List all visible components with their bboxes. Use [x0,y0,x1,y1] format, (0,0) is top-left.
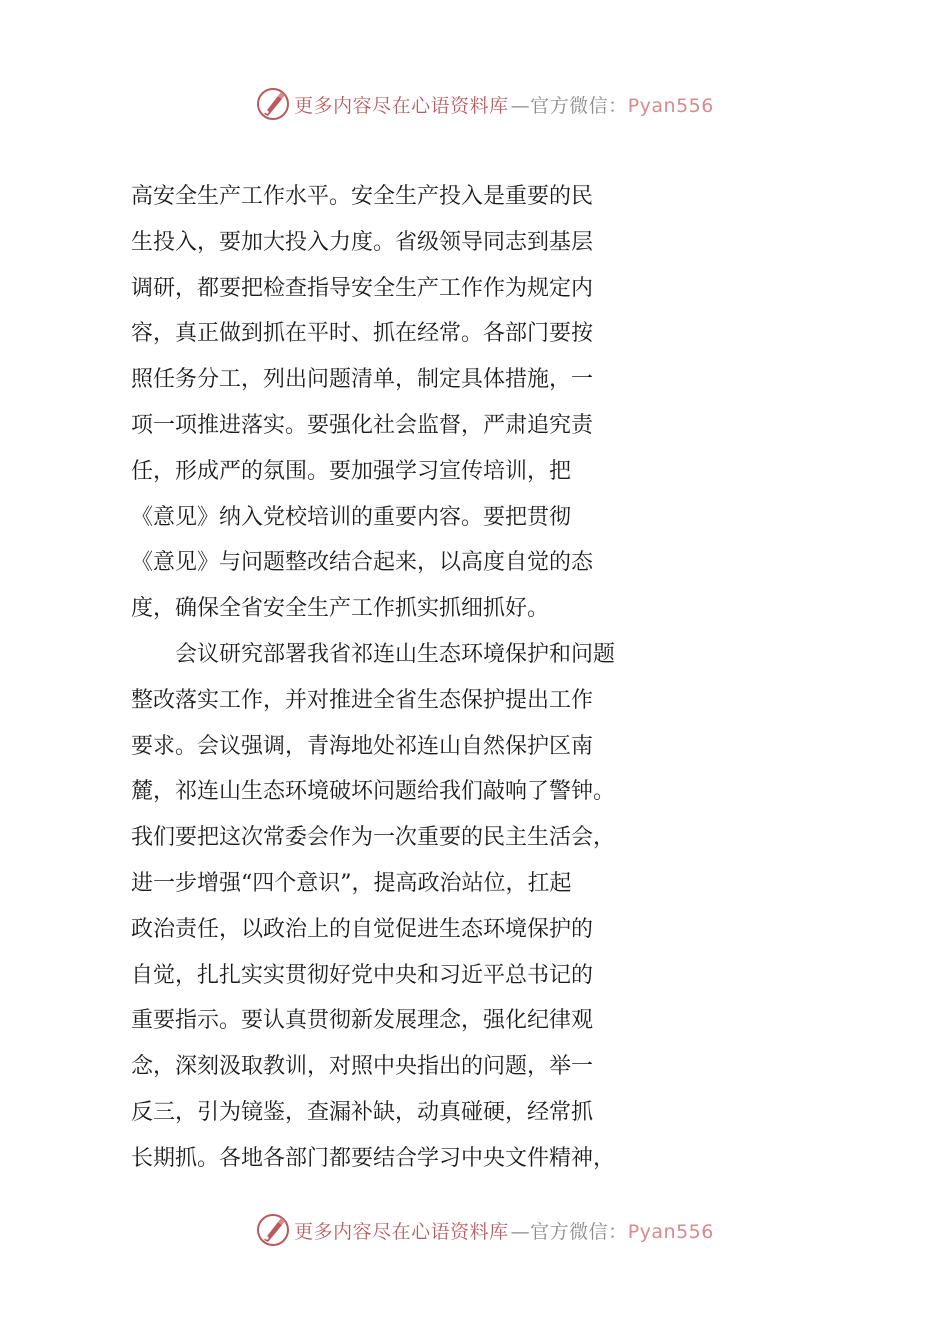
banner-wechat-id: Pyan556 [627,1220,714,1243]
text-line: 要求。会议强调，青海地处祁连山自然保护区南 [131,733,594,759]
text-line: 《意见》纳入党校培训的重要内容。要把贯彻 [131,504,572,530]
text-line: 生投入，要加大投入力度。省级领导同志到基层 [131,229,594,255]
text-line: 念，深刻汲取教训，对照中央指出的问题，举一 [131,1054,594,1080]
text-line: 高安全生产工作水平。安全生产投入是重要的民 [131,184,594,209]
banner-text [294,1217,714,1244]
text-line: 照任务分工，列出问题清单，制定具体措施，一 [131,367,594,393]
text-line: 我们要把这次常委会作为一次重要的民主生活会， [131,825,616,851]
pen-nib-icon [256,1213,290,1247]
header-banner [0,84,950,124]
text-line: 项一项推进落实。要强化社会监督，严肃追究责 [131,412,594,438]
text-line: 容，真正做到抓在平时、抓在经常。各部门要按 [131,321,594,347]
text-line: 自觉，扎扎实实贯彻好党中央和习近平总书记的 [131,962,594,988]
text-line: 麓，祁连山生态环境破坏问题给我们敲响了警钟。 [131,779,616,805]
banner-wechat-id: Pyan556 [627,94,714,117]
text-line: 《意见》与问题整改结合起来，以高度自觉的态 [131,550,594,576]
text-line: 重要指示。要认真贯彻新发展理念，强化纪律观 [131,1008,594,1034]
footer-banner-content [256,1213,714,1247]
banner-site-name: 更多内容尽在心语资料库 [294,1220,509,1243]
document-body [131,174,821,1182]
text-line: 任，形成严的氛围。要加强学习宣传培训，把 [131,458,572,484]
header-banner-content [256,87,714,121]
banner-text [294,91,714,118]
footer-banner [0,1210,950,1250]
text-line: 调研，都要把检查指导安全生产工作作为规定内 [131,275,594,301]
text-line: 进一步增强“四个意识”，提高政治站位，扛起 [131,870,572,896]
text-line: 长期抓。各地各部门都要结合学习中央文件精神， [131,1145,616,1171]
text-line: 会议研究部署我省祁连山生态环境保护和问题 [131,641,616,667]
text-line: 政治责任，以政治上的自觉促进生态环境保护的 [131,916,594,942]
banner-wechat-label: —官方微信： [510,1220,628,1243]
pen-nib-icon [256,87,290,121]
banner-wechat-label: —官方微信： [510,94,628,117]
text-line: 整改落实工作，并对推进全省生态保护提出工作 [131,687,594,713]
banner-site-name: 更多内容尽在心语资料库 [294,94,509,117]
text-line: 度，确保全省安全生产工作抓实抓细抓好。 [131,596,550,622]
text-line: 反三，引为镜鉴，查漏补缺，动真碰硬，经常抓 [131,1099,594,1125]
